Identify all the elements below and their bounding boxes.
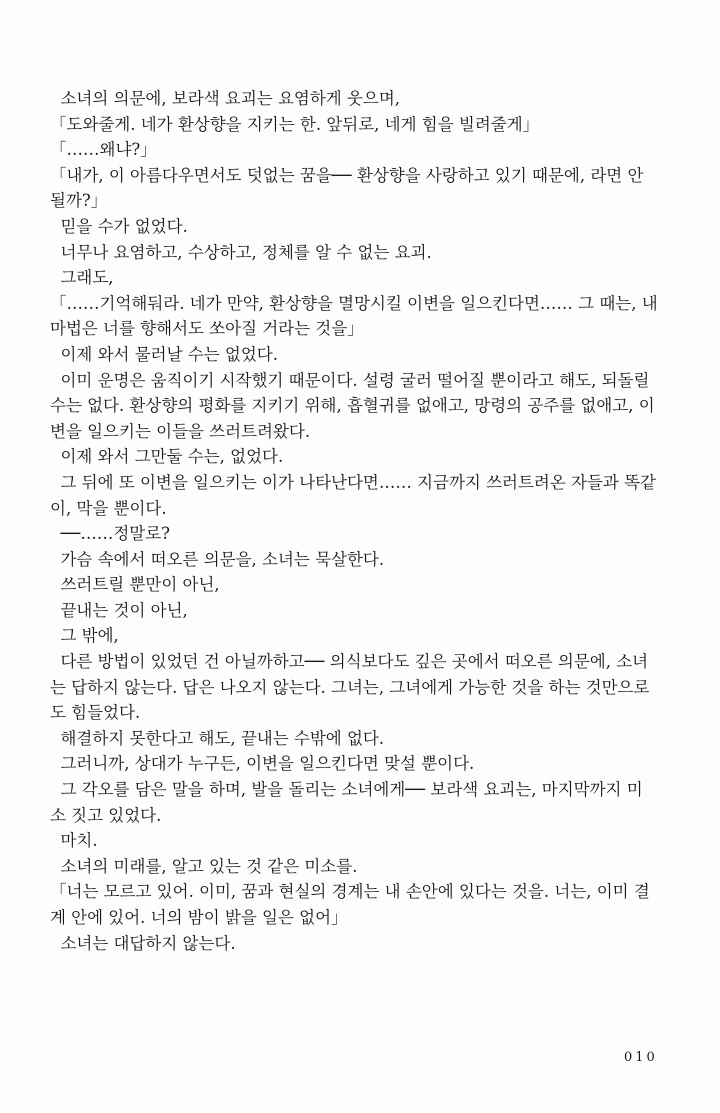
- text-line: 는 답하지 않는다. 답은 나오지 않는다. 그녀는, 그녀에게 가능한 것을 하는 것만으로: [50, 677, 650, 697]
- text-line: 소녀는 대답하지 않는다.: [50, 933, 236, 953]
- text-line: 가슴 속에서 떠오른 의문을, 소녀는 묵살한다.: [50, 549, 385, 569]
- text-line: 그 뒤에 또 이변을 일으키는 이가 나타난다면…… 지금까지 쓰러트려온 자들과 똑같: [50, 472, 656, 492]
- text-line: 이미 운명은 움직이기 시작했기 때문이다. 설령 굴러 떨어질 뿐이라고 해도, 되돌릴: [50, 370, 650, 390]
- text-line: 소녀의 미래를, 알고 있는 것 같은 미소를.: [50, 856, 358, 876]
- text-line: 「도와줄게. 네가 환상향을 지키는 한. 앞뒤로, 네게 힘을 빌려줄게」: [50, 114, 540, 134]
- text-line: 그 각오를 담은 말을 하며, 발을 돌리는 소녀에게── 보라색 요괴는, 마지막까지 미: [50, 780, 643, 800]
- text-line: 마치.: [50, 831, 98, 851]
- text-line: 도 힘들었다.: [50, 703, 141, 723]
- text-line: 마법은 너를 향해서도 쏘아질 거라는 것을」: [50, 319, 364, 339]
- text-line: 될까?」: [50, 191, 108, 211]
- text-line: 믿을 수가 없었다.: [50, 216, 188, 236]
- text-line: 그 밖에,: [50, 626, 119, 646]
- text-line: 그래도,: [50, 268, 114, 288]
- text-line: 수는 없다. 환상향의 평화를 지키기 위해, 흡혈귀를 없애고, 망령의 공주를 없애고, 이: [50, 396, 655, 416]
- text-line: 쓰러트릴 뿐만이 아닌,: [50, 575, 220, 595]
- text-line: 「……기억해둬라. 네가 만약, 환상향을 멸망시킬 이변을 일으킨다면…… 그 때는, 내: [50, 293, 658, 313]
- text-line: 너무나 요염하고, 수상하고, 정체를 알 수 없는 요괴.: [50, 242, 432, 262]
- text-line: 끝내는 것이 아닌,: [50, 600, 188, 620]
- text-line: 이제 와서 물러날 수는 없었다.: [50, 344, 278, 364]
- text-line: 소 짓고 있었다.: [50, 805, 162, 825]
- text-line: 그러니까, 상대가 누구든, 이변을 일으킨다면 맞설 뿐이다.: [50, 754, 475, 774]
- text-line: 소녀의 의문에, 보라색 요괴는 요염하게 웃으며,: [50, 89, 401, 108]
- text-line: 이제 와서 그만둘 수는, 없었다.: [50, 447, 284, 467]
- text-line: 「너는 모르고 있어. 이미, 꿈과 현실의 경계는 내 손안에 있다는 것을. 너는, 이미 결: [50, 882, 650, 902]
- text-line: ──……정말로?: [50, 524, 171, 544]
- page-number: 010: [624, 1050, 658, 1065]
- text-line: 「……왜냐?」: [50, 140, 157, 160]
- text-line: 이, 막을 뿐이다.: [50, 498, 167, 518]
- text-line: 「내가, 이 아름다우면서도 덧없는 꿈을── 환상향을 사랑하고 있기 때문에, 라면 안: [50, 165, 644, 185]
- text-line: 계 안에 있어. 너의 밤이 밝을 일은 없어」: [50, 908, 348, 927]
- text-line: 해결하지 못한다고 해도, 끝내는 수밖에 없다.: [50, 728, 385, 748]
- text-line: 변을 일으키는 이들을 쓰러트려왔다.: [50, 421, 311, 441]
- body-text: [50, 86, 680, 956]
- text-line: 다른 방법이 있었던 건 아닐까하고── 의식보다도 깊은 곳에서 떠오른 의문에, 소녀: [50, 652, 649, 672]
